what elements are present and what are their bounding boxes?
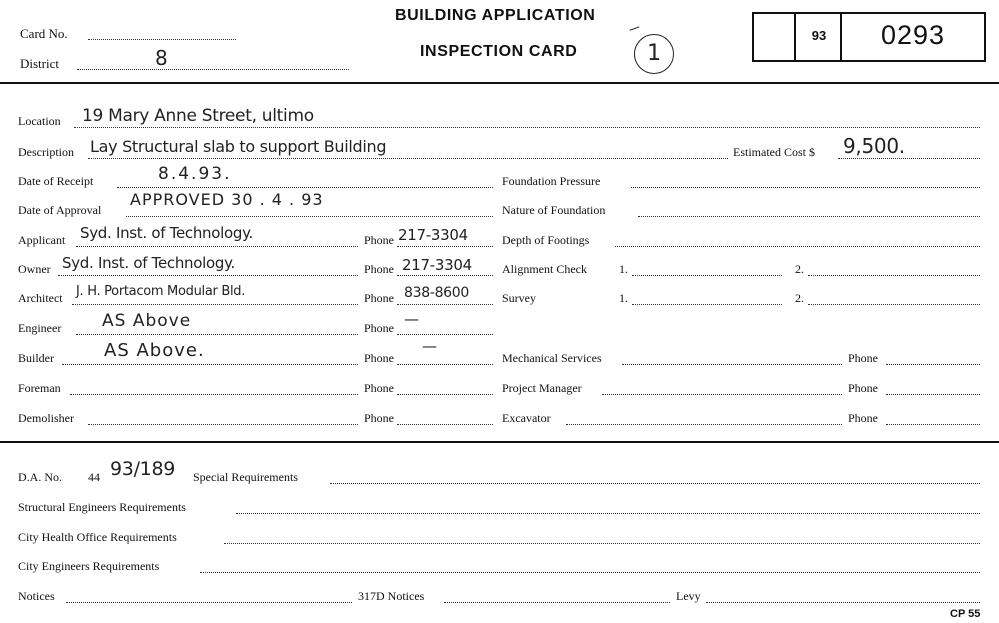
- builder-phone-label: Phone: [364, 351, 394, 365]
- excavator-label: Excavator: [502, 411, 551, 425]
- architect-phone-line: [397, 304, 493, 305]
- engineer-value: AS Above: [102, 311, 192, 331]
- date-of-receipt-value: 8.4.93.: [158, 164, 232, 184]
- circled-number: [634, 34, 674, 74]
- survey-2-line: [808, 304, 980, 305]
- applicant-phone: 217-3304: [398, 226, 468, 244]
- project-manager-label: Project Manager: [502, 381, 582, 395]
- project-manager-phone-line: [886, 394, 980, 395]
- city-engineers-requirements-line: [200, 572, 980, 573]
- mechanical-services-line: [622, 364, 842, 365]
- excavator-phone-label: Phone: [848, 411, 878, 425]
- estimated-cost-value: 9,500.: [843, 134, 905, 158]
- section-divider: [0, 441, 999, 443]
- survey-1-line: [632, 304, 782, 305]
- builder-value: AS Above.: [104, 340, 205, 361]
- notices-line: [66, 602, 352, 603]
- date-of-approval-line: [126, 216, 493, 217]
- survey-1: 1.: [619, 291, 628, 305]
- district-value: 8: [155, 46, 168, 70]
- notices-317d-label: 317D Notices: [358, 589, 425, 603]
- applicant-phone-label: Phone: [364, 233, 394, 247]
- circled-number-value: 1: [647, 41, 661, 66]
- location-label: Location: [18, 114, 61, 128]
- form-title-line2: INSPECTION CARD: [420, 43, 578, 60]
- builder-line: [62, 364, 358, 365]
- box-divider-2: [840, 14, 842, 60]
- estimated-cost-line: [838, 158, 980, 159]
- card-no-line: [88, 39, 236, 40]
- health-requirements-line: [224, 543, 980, 544]
- builder-phone: —: [422, 337, 437, 355]
- da-no-prefix: 44: [88, 470, 100, 484]
- depth-of-footings-label: Depth of Footings: [502, 233, 590, 247]
- card-no-label: Card No.: [20, 26, 68, 41]
- notices-317d-line: [444, 602, 670, 603]
- foundation-pressure-label: Foundation Pressure: [502, 174, 601, 188]
- special-requirements-label: Special Requirements: [193, 470, 298, 484]
- card-year: 93: [811, 28, 827, 43]
- description-label: Description: [18, 145, 74, 159]
- header-divider: [0, 82, 999, 84]
- alignment-check-2: 2.: [795, 262, 804, 276]
- special-requirements-line: [330, 483, 980, 484]
- tick-mark: [630, 26, 641, 33]
- owner-phone-label: Phone: [364, 262, 394, 276]
- applicant-line: [76, 246, 358, 247]
- date-of-approval-label: Date of Approval: [18, 203, 102, 217]
- mechanical-services-phone-label: Phone: [848, 351, 878, 365]
- demolisher-phone-label: Phone: [364, 411, 394, 425]
- applicant-label: Applicant: [18, 233, 66, 247]
- foundation-pressure-line: [631, 187, 980, 188]
- engineer-phone: —: [404, 310, 419, 328]
- structural-requirements-label: Structural Engineers Requirements: [18, 500, 186, 514]
- engineer-phone-line: [397, 334, 493, 335]
- project-manager-line: [602, 394, 842, 395]
- box-divider-1: [794, 14, 796, 60]
- foreman-line: [70, 394, 358, 395]
- survey-2: 2.: [795, 291, 804, 305]
- mechanical-services-label: Mechanical Services: [502, 351, 602, 365]
- foreman-phone-label: Phone: [364, 381, 394, 395]
- owner-value: Syd. Inst. of Technology.: [62, 254, 235, 272]
- engineer-line: [76, 334, 358, 335]
- alignment-check-1-line: [632, 275, 782, 276]
- nature-of-foundation-line: [638, 216, 980, 217]
- alignment-check-label: Alignment Check: [502, 262, 587, 276]
- da-no-label: D.A. No.: [18, 470, 62, 484]
- project-manager-phone-label: Phone: [848, 381, 878, 395]
- foreman-label: Foreman: [18, 381, 61, 395]
- card-number-box: [752, 12, 986, 62]
- architect-label: Architect: [18, 291, 63, 305]
- builder-label: Builder: [18, 351, 54, 365]
- structural-requirements-line: [236, 513, 980, 514]
- description-line: [88, 158, 728, 159]
- depth-of-footings-line: [615, 246, 980, 247]
- engineer-label: Engineer: [18, 321, 62, 335]
- applicant-phone-line: [397, 246, 493, 247]
- levy-label: Levy: [676, 589, 701, 603]
- foreman-phone-line: [397, 394, 493, 395]
- excavator-phone-line: [886, 424, 980, 425]
- nature-of-foundation-label: Nature of Foundation: [502, 203, 606, 217]
- builder-phone-line: [397, 364, 493, 365]
- mechanical-services-phone-line: [886, 364, 980, 365]
- form-title-line1: BUILDING APPLICATION: [395, 7, 596, 24]
- owner-line: [58, 275, 358, 276]
- da-no-value: 93/189: [110, 458, 176, 480]
- demolisher-phone-line: [397, 424, 493, 425]
- alignment-check-1: 1.: [619, 262, 628, 276]
- levy-line: [706, 602, 980, 603]
- applicant-value: Syd. Inst. of Technology.: [80, 224, 253, 242]
- architect-value: J. H. Portacom Modular Bld.: [76, 284, 246, 299]
- demolisher-label: Demolisher: [18, 411, 74, 425]
- alignment-check-2-line: [808, 275, 980, 276]
- date-of-approval-value: APPROVED 30 . 4 . 93: [130, 190, 324, 209]
- owner-phone-line: [397, 275, 493, 276]
- notices-label: Notices: [18, 589, 55, 603]
- date-of-receipt-line: [117, 187, 493, 188]
- city-engineers-requirements-label: City Engineers Requirements: [18, 559, 160, 573]
- demolisher-line: [88, 424, 358, 425]
- owner-phone: 217-3304: [402, 256, 472, 274]
- district-line: [77, 69, 349, 70]
- description-value: Lay Structural slab to support Building: [90, 137, 387, 156]
- architect-phone: 838-8600: [404, 285, 470, 301]
- excavator-line: [566, 424, 842, 425]
- health-requirements-label: City Health Office Requirements: [18, 530, 177, 544]
- architect-line: [72, 304, 358, 305]
- date-of-receipt-label: Date of Receipt: [18, 174, 94, 188]
- card-number: 0293: [880, 20, 946, 50]
- location-value: 19 Mary Anne Street, ultimo: [82, 106, 314, 126]
- district-label: District: [20, 56, 59, 71]
- owner-label: Owner: [18, 262, 51, 276]
- architect-phone-label: Phone: [364, 291, 394, 305]
- form-code: CP 55: [950, 608, 981, 620]
- location-line: [74, 127, 980, 128]
- engineer-phone-label: Phone: [364, 321, 394, 335]
- estimated-cost-label: Estimated Cost $: [733, 145, 815, 159]
- survey-label: Survey: [502, 291, 536, 305]
